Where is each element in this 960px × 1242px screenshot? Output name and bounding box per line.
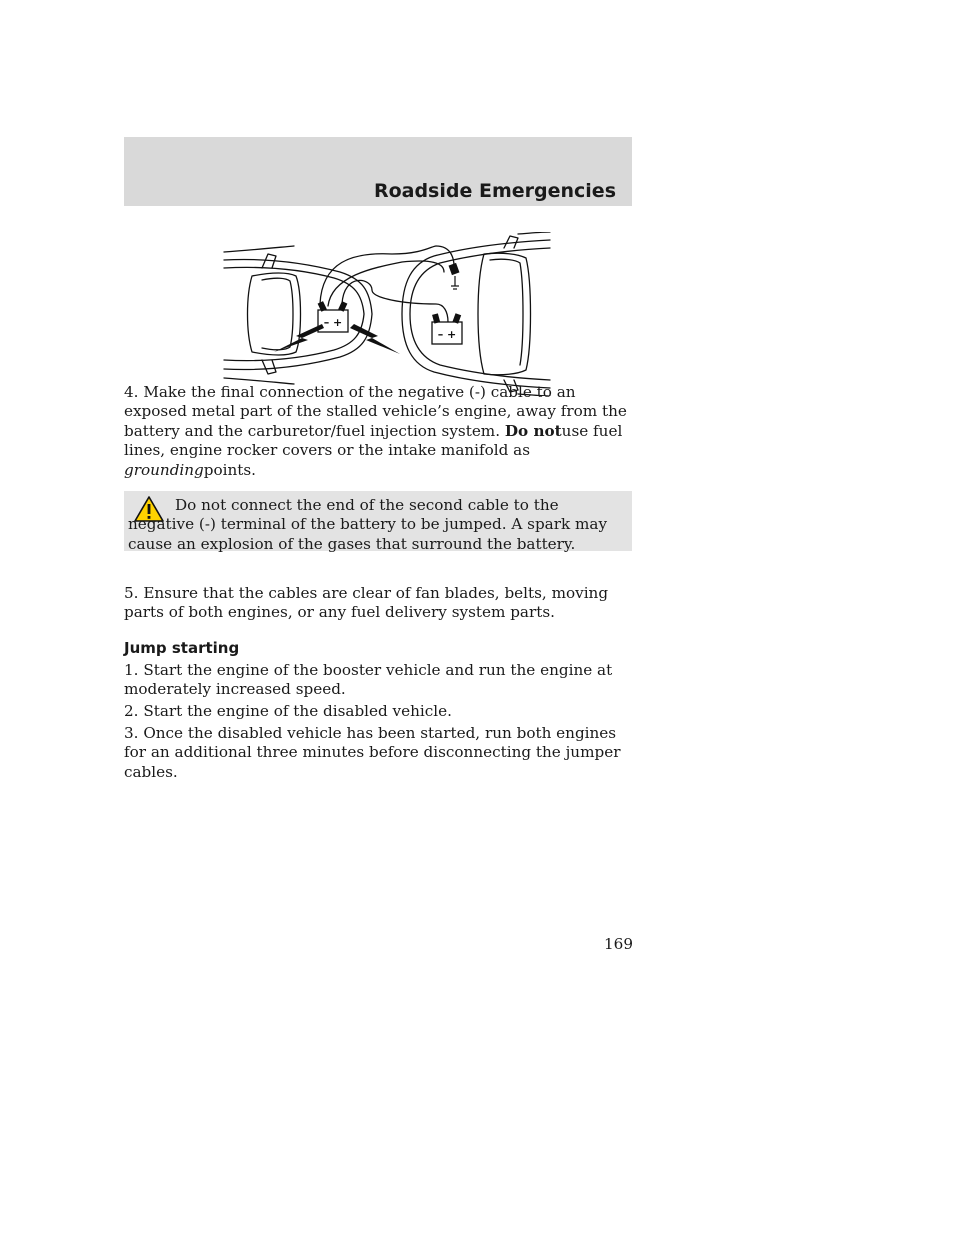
step-4-paragraph: 4. Make the final connection of the negative (-) cable to an exposed metal part of the stalled vehicle’s engine, away from the battery and the carburetor/fuel injection system. Do notuse fuel lines, engine rocker covers or the intake manifold as groundingpoints. (124, 383, 627, 479)
jump-step-1: 1. Start the engine of the booster vehicle and run the engine at moderately increased speed. (124, 661, 613, 699)
step-5-paragraph: 5. Ensure that the cables are clear of fan blades, belts, moving parts of both engines, or any fuel delivery system parts. (124, 584, 609, 622)
spark-icon-right (350, 324, 400, 354)
right-car-body (402, 240, 550, 388)
warning-text: Do not connect the end of the second cable to the negative (-) terminal of the battery to be jumped. A spark may cause an explosion of the gases that surround the battery. (128, 496, 608, 553)
ground-clamp (449, 263, 460, 289)
left-car-body (224, 260, 372, 370)
section-header (124, 137, 632, 206)
right-battery (432, 313, 462, 344)
jump-start-diagram (222, 232, 552, 396)
warning-box (124, 491, 632, 551)
jump-step-3: 3. Once the disabled vehicle has been started, run both engines for an additional three minutes before disconnecting the jumper cables. (124, 724, 621, 781)
jumper-cable-middle (342, 280, 448, 322)
right-battery-label: – + (437, 328, 457, 341)
page-number: 169 (604, 935, 633, 953)
do-not-emphasis: Do not (504, 421, 562, 440)
jump-starting-heading: Jump starting (124, 639, 240, 657)
left-battery-label: – + (323, 316, 343, 329)
section-title: Roadside Emergencies (373, 180, 616, 202)
grounding-emphasis: grounding (124, 460, 204, 479)
jumper-cable-top (320, 246, 436, 304)
jump-step-2: 2. Start the engine of the disabled vehicle. (124, 702, 452, 720)
